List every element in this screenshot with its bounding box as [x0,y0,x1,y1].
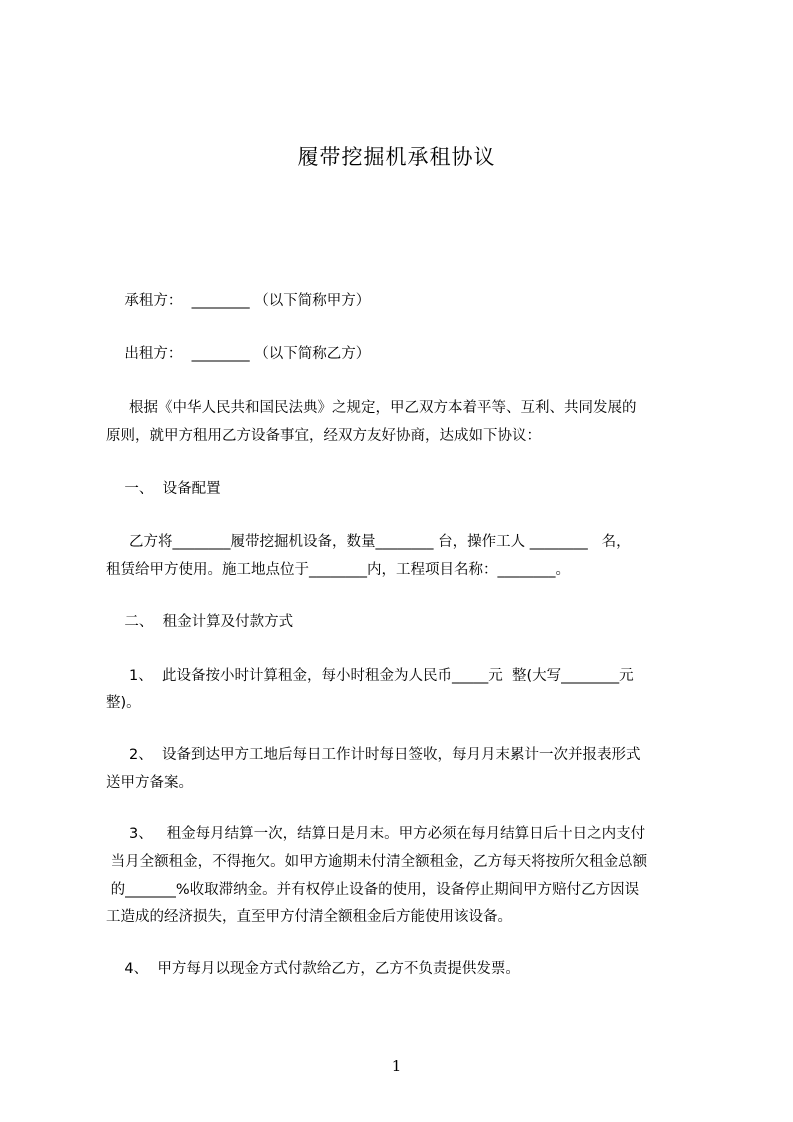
clause-2-line-2: 送甲方备案。 [106,775,193,791]
preamble-line-1: 根据《中华人民共和国民法典》之规定，甲乙双方本着平等、互利、共同发展的 [106,400,637,416]
clause-3-line-3: 的_______%收取滞纳金。并有权停止设备的使用，设备停止期间甲方赔付乙方因误 [106,882,640,898]
clause-1-line-2: 整)。 [106,695,141,711]
section-1-heading: 一、 设备配置 [106,481,221,497]
clause-2-line-1: 2、 设备到达甲方工地后每日工作计时每日签收，每月月末累计一次并报表形式 [106,747,641,763]
equipment-line-2: 租赁给甲方使用。施工地点位于________内，工程项目名称：________。 [106,562,570,578]
document-title: 履带挖掘机承租协议 [297,145,496,169]
equipment-line-1: 乙方将________履带挖掘机设备，数量________ 台，操作工人 ________ 名， [106,534,631,550]
clause-1-line-1: 1、 此设备按小时计算租金，每小时租金为人民币_____元 整(大写________元 [106,668,634,684]
page-number: 1 [391,1057,402,1075]
lessee-line: 承租方： ________ （以下简称甲方） [106,293,371,309]
preamble-line-2: 原则，就甲方租用乙方设备事宜，经双方友好协商，达成如下协议： [106,428,541,444]
section-2-heading: 二、 租金计算及付款方式 [106,614,294,630]
clause-4-line-1: 4、 甲方每月以现金方式付款给乙方，乙方不负责提供发票。 [106,961,520,977]
lessor-line: 出租方： ________ （以下简称乙方） [106,346,371,362]
clause-3-line-4: 工造成的经济损失，直至甲方付清全额租金后方能使用该设备。 [106,909,512,925]
clause-3-line-2: 当月全额租金，不得拖欠。如甲方逾期未付清全额租金，乙方每天将按所欠租金总额 [106,854,648,870]
clause-3-line-1: 3、 租金每月结算一次，结算日是月末。甲方必须在每月结算日后十日之内支付 [106,826,646,842]
